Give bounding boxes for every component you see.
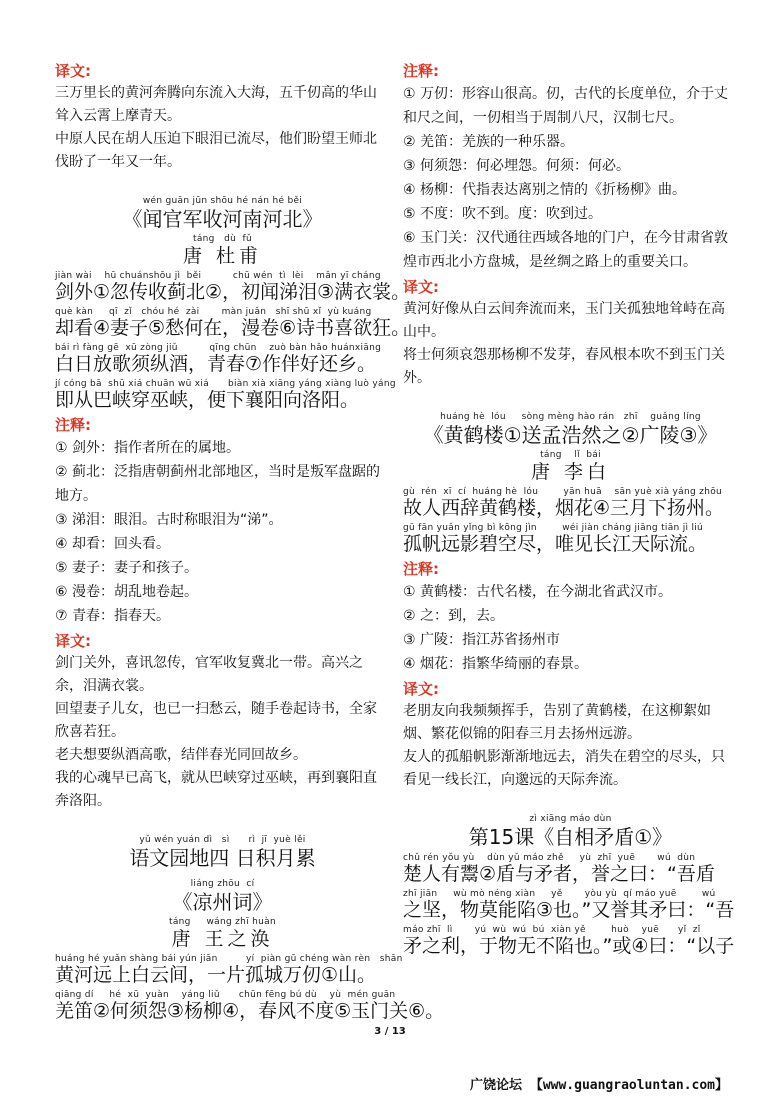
translation-line: 将士何须哀怨那杨柳不发芽，春风根本吹不到玉门关外。 — [403, 347, 725, 386]
translation-line: 老朋友向我频频挥手，告别了黄鹤楼，在这柳絮如烟、繁花似锦的阳春三月去扬州远游。 — [403, 703, 711, 742]
verse-line — [403, 487, 738, 520]
verse-text: 却看④妻子⑤愁何在，漫卷⑥诗书喜欲狂。 — [55, 317, 411, 339]
verse-line — [55, 990, 445, 1023]
note-item: ④ 杨柳：代指表达离别之情的《折杨柳》曲。 — [403, 182, 686, 198]
verse-text: 剑外①忽传收蓟北②，初闻涕泪③满衣裳。 — [55, 281, 411, 303]
lesson-pinyin: chǔ rén yǒu yù dùn yǔ máo zhě yù zhī yuē wú dùn — [403, 853, 696, 863]
section-text: 语文园地四 日积月累 — [129, 846, 316, 870]
poem-title — [55, 196, 390, 232]
note-item: ⑤ 妻子：妻子和孩子。 — [55, 560, 199, 576]
note-item: ⑥ 玉门关：汉代通往西域各地的门户，在今甘肃省敦煌市西北小方盘城，是丝绸之路上的重要关口。 — [403, 230, 728, 270]
translation-line: 回望妻子儿女，也已一扫愁云，随手卷起诗书，全家欣喜若狂。 — [55, 701, 377, 740]
lesson-title — [403, 814, 738, 850]
translation-line: 友人的孤船帆影渐渐地远去，消失在碧空的尽头，只看见一线长江，向邈远的天际奔流。 — [403, 749, 725, 788]
author-text: 唐 李白 — [530, 461, 611, 483]
translation-header: 译文: — [403, 278, 439, 296]
section-title — [55, 835, 390, 871]
poem-author — [403, 450, 738, 484]
translation-line: 黄河好像从白云间奔流而来，玉门关孤独地耸峙在高山中。 — [403, 301, 725, 340]
lesson-block — [403, 814, 738, 958]
title-pinyin: wén guān jūn shōu hé nán hé běi — [142, 196, 303, 206]
verse-line — [55, 307, 411, 340]
notes-block — [403, 558, 738, 676]
translation-line: 中原人民在胡人压迫下眼泪已流尽，他们盼望王师北伐盼了一年又一年。 — [55, 131, 377, 170]
poem-title — [403, 412, 738, 448]
translation-line: 我的心魂早已高飞，就从巴峡穿过巫峡，再到襄阳直奔洛阳。 — [55, 770, 377, 809]
title-pinyin: huáng hè lóu sòng mèng hào rán zhī guǎng líng — [440, 412, 701, 422]
verse-text: 故人西辞黄鹤楼，烟花④三月下扬州。 — [403, 497, 725, 519]
note-item: ③ 涕泪：眼泪。古时称眼泪为“涕”。 — [55, 512, 283, 528]
verse-line — [55, 343, 390, 376]
translation-header: 译文: — [403, 680, 439, 698]
translation-header: 译文: — [55, 62, 91, 80]
translation-line: 老夫想要纵酒高歌，结伴春光同回故乡。 — [55, 747, 307, 763]
lesson-line — [403, 925, 738, 958]
verse-pinyin: bái rì fàng gē xū zòng jiǔ qīng chūn zuò bàn hǎo huánxiāng — [55, 343, 382, 353]
note-item: ⑦ 青春：指春天。 — [55, 608, 171, 624]
lesson-text: 楚人有鬻②盾与矛者，誉之曰：“吾盾 — [403, 863, 715, 885]
title-text: 《黄鹤楼①送孟浩然之②广陵③》 — [423, 423, 718, 447]
left-column — [55, 58, 445, 1023]
verse-line — [403, 523, 738, 556]
verse-line — [55, 271, 411, 304]
verse-pinyin: gù rén xī cí huáng hè lóu yān huā sān yuè xià yáng zhōu — [403, 487, 723, 497]
verse-text: 羌笛②何须怨③杨柳④，春风不度⑤玉门关⑥。 — [55, 1000, 445, 1022]
note-item: ⑥ 漫卷：胡乱地卷起。 — [55, 584, 199, 600]
verse-text: 即从巴峡穿巫峡，便下襄阳向洛阳。 — [55, 389, 360, 411]
poem-author — [55, 234, 390, 268]
note-item: ① 剑外：指作者所在的属地。 — [55, 440, 241, 456]
lesson-text: 矛之利，于物无不陷也。”或④曰：“以子 — [403, 935, 735, 957]
author-pinyin: táng wáng zhī huàn — [169, 917, 276, 927]
lesson-text: 之坚，物莫能陷③也。”又誉其矛曰：“吾 — [403, 899, 735, 921]
poem-title — [55, 879, 390, 915]
verse-pinyin: què kàn qī zǐ chóu hé zài màn juǎn shī shū xǐ yù kuáng — [55, 307, 372, 317]
author-pinyin: táng lǐ bái — [540, 450, 601, 460]
footer-site-url: 【www.guangraoluntan.com】 — [529, 1078, 728, 1093]
page-number: 3 / 13 — [374, 1026, 406, 1037]
translation-header: 译文: — [55, 632, 91, 650]
verse-pinyin: jiàn wài hū chuánshōu jì běi chū wén tì lèi mǎn yī cháng — [55, 271, 381, 281]
verse-pinyin: jí cóng bā shū xiá chuān wū xiá biàn xià xiāng yáng xiàng luò yáng — [55, 379, 396, 389]
note-item: ③ 广陵：指江苏省扬州市 — [403, 632, 561, 648]
note-item: ② 羌笛：羌族的一种乐器。 — [403, 134, 575, 150]
title-pinyin: liáng zhōu cí — [190, 879, 255, 889]
verse-line — [55, 379, 396, 412]
verse-text: 黄河远上白云间，一片孤城万仞①山。 — [55, 964, 377, 986]
author-text: 唐 杜甫 — [182, 245, 263, 267]
poem-author — [55, 917, 390, 951]
note-item: ⑤ 不度：吹不到。度：吹到过。 — [403, 206, 603, 222]
note-item: ④ 却看：回头看。 — [55, 536, 171, 552]
author-text: 唐 王之涣 — [171, 928, 274, 950]
lesson-pinyin: máo zhī lì yú wù wú bú xiàn yě huò yuē yǐ zǐ — [403, 925, 701, 935]
note-item: ② 之：到，去。 — [403, 608, 505, 624]
footer-site-name: 广饶论坛 — [469, 1078, 522, 1093]
footer-watermark — [470, 1074, 728, 1093]
title-text: 第15课《自相矛盾①》 — [468, 825, 673, 849]
poem-block — [55, 879, 445, 1023]
title-pinyin: zì xiāng máo dùn — [529, 814, 612, 824]
poem-block — [403, 412, 738, 556]
author-pinyin: táng dù fǔ — [193, 234, 252, 244]
verse-pinyin: huáng hé yuǎn shàng bái yún jiān yí piàn gū chéng wàn rèn shān — [55, 954, 403, 964]
notes-block — [55, 414, 390, 628]
note-item: ① 黄鹤楼：古代名楼，在今湖北省武汉市。 — [403, 584, 672, 600]
note-item: ③ 何须怨：何必埋怨。何须：何必。 — [403, 158, 631, 174]
title-text: 《闻官军收河南河北》 — [122, 207, 323, 231]
translation-line: 三万里长的黄河奔腾向东流入大海，五千仞高的华山耸入云霄上摩青天。 — [55, 85, 377, 124]
poem-block — [55, 196, 411, 412]
verse-text: 孤帆远影碧空尽，唯见长江天际流。 — [403, 533, 708, 555]
notes-header: 注释: — [403, 62, 439, 80]
verse-pinyin: gū fān yuǎn yǐng bì kōng jìn wéi jiàn cháng jiāng tiān jì liú — [403, 523, 704, 533]
lesson-line — [403, 889, 738, 922]
verse-text: 白日放歌须纵酒，青春⑦作伴好还乡。 — [55, 353, 377, 375]
notes-block — [403, 60, 738, 274]
note-item: ① 万仞：形容山很高。仞，古代的长度单位，介于丈和尺之间，一仞相当于周制八尺，汉制七尺。 — [403, 86, 728, 126]
lesson-line — [403, 853, 738, 886]
verse-line — [55, 954, 403, 987]
lesson-pinyin: zhī jiān wù mò néng xiàn yě yòu yù qí máo yuē wú — [403, 889, 716, 899]
section-pinyin: yǔ wén yuán dì sì rì jī yuè lěi — [139, 835, 306, 845]
right-column — [403, 58, 738, 958]
notes-header: 注释: — [55, 416, 91, 434]
translation-line: 剑门关外，喜讯忽传，官军收复冀北一带。高兴之余，泪满衣裳。 — [55, 655, 363, 694]
notes-header: 注释: — [403, 560, 439, 578]
note-item: ② 蓟北：泛指唐朝蓟州北部地区，当时是叛军盘踞的地方。 — [55, 464, 380, 504]
title-text: 《凉州词》 — [172, 890, 273, 914]
verse-pinyin: qiāng dí hé xū yuàn yáng liǔ chūn fēng bú dù yù mén guān — [55, 990, 396, 1000]
note-item: ④ 烟花：指繁华绮丽的春景。 — [403, 656, 589, 672]
